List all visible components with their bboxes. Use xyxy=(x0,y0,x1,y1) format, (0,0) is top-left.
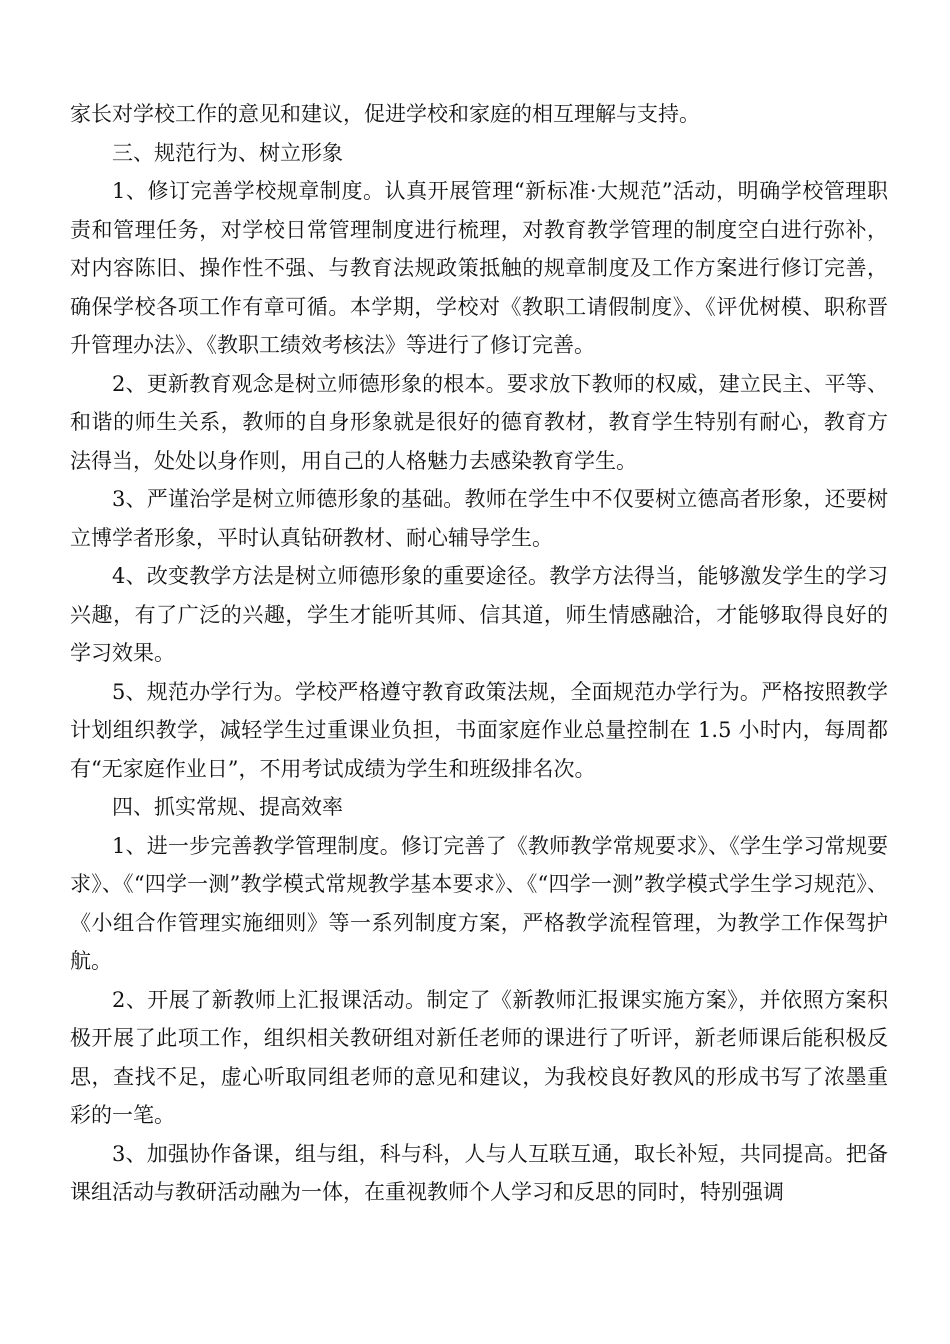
paragraph-4-3: 3、加强协作备课，组与组，科与科，人与人互联互通，取长补短，共同提高。把备课组活动与教研活动融为一体，在重视教师个人学习和反思的同时，特别强调 xyxy=(70,1141,888,1204)
paragraph-3-3: 3、严谨治学是树立师德形象的基础。教师在学生中不仅要树立德高者形象，还要树立博学者形象，平时认真钻研教材、耐心辅导学生。 xyxy=(70,487,888,550)
document-body xyxy=(70,95,888,1212)
paragraph-4-2: 2、开展了新教师上汇报课活动。制定了《新教师汇报课实施方案》，并依照方案积极开展了此项工作，组织相关教研组对新任老师的课进行了听评，新老师课后能积极反思，查找不足，虚心听取同组老师的意见和建议，为我校良好教风的形成书写了浓墨重彩的一笔。 xyxy=(70,987,888,1127)
paragraph-3-2: 2、更新教育观念是树立师德形象的根本。要求放下教师的权威，建立民主、平等、和谐的师生关系，教师的自身形象就是很好的德育教材，教育学生特别有耐心，教育方法得当，处处以身作则，用自己的人格魅力去感染教育学生。 xyxy=(70,371,888,473)
paragraph-3-4: 4、改变教学方法是树立师德形象的重要途径。教学方法得当，能够激发学生的学习兴趣，有了广泛的兴趣，学生才能听其师、信其道，师生情感融洽，才能够取得良好的学习效果。 xyxy=(70,564,888,665)
paragraph-4-1: 1、进一步完善教学管理制度。修订完善了《教师教学常规要求》、《学生学习常规要求》、《“四学一测”教学模式常规教学基本要求》、《“四学一测”教学模式学生学习规范》、《小组合作管理实施细则》等一系列制度方案，严格教学流程管理，为教学工作保驾护航。 xyxy=(70,833,888,973)
paragraph-continuation: 家长对学校工作的意见和建议，促进学校和家庭的相互理解与支持。 xyxy=(70,102,700,126)
paragraph-3-1: 1、修订完善学校规章制度。认真开展管理“新标准·大规范”活动，明确学校管理职责和管理任务，对学校日常管理制度进行梳理，对教育教学管理的制度空白进行弥补，对内容陈旧、操作性不强、与教育法规政策抵触的规章制度及工作方案进行修订完善，确保学校各项工作有章可循。本学期，学校对《教职工请假制度》、《评优树模、职称晋升管理办法》、《教职工绩效考核法》等进行了修订完善。 xyxy=(70,179,888,357)
section-heading-3: 三、规范行为、树立形象 xyxy=(112,140,343,165)
section-heading-4: 四、抓实常规、提高效率 xyxy=(112,795,343,819)
paragraph-3-5: 5、规范办学行为。学校严格遵守教育政策法规，全面规范办学行为。严格按照教学计划组织教学，减轻学生过重课业负担，书面家庭作业总量控制在 1.5 小时内，每周都有“无家庭作业日”，不用考试成绩为学生和班级排名次。 xyxy=(70,679,888,781)
